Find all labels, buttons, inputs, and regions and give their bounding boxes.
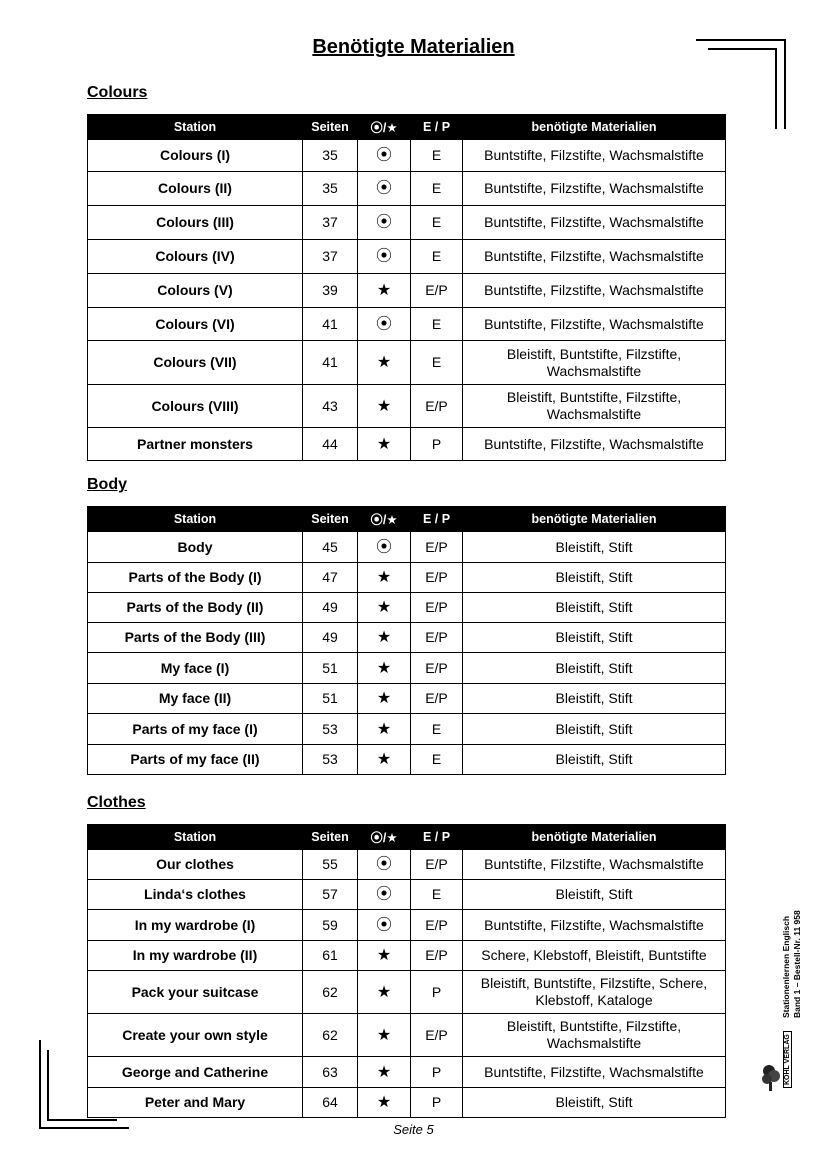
ep-cell: E/P: [411, 532, 463, 563]
table-row: [88, 593, 726, 623]
corner-decoration-top-right: [708, 48, 777, 50]
station-cell: Partner monsters: [88, 428, 303, 461]
table-row: [88, 850, 726, 880]
page-number: Seite 5: [393, 1122, 434, 1137]
seiten-cell: 49: [303, 623, 358, 653]
materials-cell: Buntstifte, Filzstifte, Wachsmalstifte: [463, 140, 726, 172]
symbol-cell: ★: [358, 971, 411, 1014]
symbol-cell: ★: [358, 593, 411, 623]
ep-cell: P: [411, 971, 463, 1014]
symbol-cell: ★: [358, 941, 411, 971]
table-row: [88, 714, 726, 745]
symbol-cell: ⦿: [358, 880, 411, 910]
symbol-cell: ★: [358, 653, 411, 684]
ep-cell: E/P: [411, 941, 463, 971]
seiten-cell: 62: [303, 971, 358, 1014]
station-cell: Body: [88, 532, 303, 563]
station-cell: Colours (VII): [88, 341, 303, 385]
station-cell: In my wardrobe (I): [88, 910, 303, 941]
table-row: [88, 274, 726, 308]
corner-decoration-top-right: [775, 48, 777, 129]
ep-cell: E: [411, 745, 463, 775]
corner-decoration-bottom-left: [47, 1119, 117, 1121]
seiten-cell: 37: [303, 240, 358, 274]
symbol-cell: ★: [358, 684, 411, 714]
seiten-cell: 59: [303, 910, 358, 941]
symbol-cell: ★: [358, 428, 411, 461]
seiten-cell: 55: [303, 850, 358, 880]
station-cell: Parts of my face (II): [88, 745, 303, 775]
symbol-cell: ⦿: [358, 850, 411, 880]
table-body: [87, 506, 726, 775]
seiten-cell: 45: [303, 532, 358, 563]
table-row: [88, 745, 726, 775]
header-symbol: ⦿/★: [358, 825, 411, 850]
station-cell: My face (I): [88, 653, 303, 684]
station-cell: Colours (VIII): [88, 385, 303, 428]
table-row: [88, 428, 726, 461]
header-materials: benötigte Materialien: [463, 825, 726, 850]
table-row: [88, 653, 726, 684]
station-cell: My face (II): [88, 684, 303, 714]
header-symbol: ⦿/★: [358, 115, 411, 140]
table-row: [88, 880, 726, 910]
table-row: [88, 910, 726, 941]
station-cell: Colours (VI): [88, 308, 303, 341]
station-cell: Colours (I): [88, 140, 303, 172]
seiten-cell: 44: [303, 428, 358, 461]
station-cell: Our clothes: [88, 850, 303, 880]
seiten-cell: 43: [303, 385, 358, 428]
table-row: [88, 385, 726, 428]
materials-cell: Buntstifte, Filzstifte, Wachsmalstifte: [463, 274, 726, 308]
seiten-cell: 53: [303, 714, 358, 745]
header-seiten: Seiten: [303, 115, 358, 140]
seiten-cell: 47: [303, 563, 358, 593]
ep-cell: E: [411, 714, 463, 745]
symbol-cell: ⦿: [358, 308, 411, 341]
publisher-logo-text: KOHL VERLAG: [783, 1031, 792, 1088]
station-cell: In my wardrobe (II): [88, 941, 303, 971]
materials-cell: Buntstifte, Filzstifte, Wachsmalstifte: [463, 240, 726, 274]
materials-cell: Schere, Klebstoff, Bleistift, Buntstifte: [463, 941, 726, 971]
materials-cell: Bleistift, Buntstifte, Filzstifte, Wachsmalstifte: [463, 341, 726, 385]
station-cell: Colours (IV): [88, 240, 303, 274]
ep-cell: E/P: [411, 684, 463, 714]
materials-cell: Bleistift, Stift: [463, 653, 726, 684]
header-ep: E / P: [411, 115, 463, 140]
seiten-cell: 51: [303, 653, 358, 684]
ep-cell: E/P: [411, 623, 463, 653]
station-cell: Pack your suitcase: [88, 971, 303, 1014]
materials-cell: Buntstifte, Filzstifte, Wachsmalstifte: [463, 1057, 726, 1088]
station-cell: Colours (II): [88, 172, 303, 206]
materials-cell: Buntstifte, Filzstifte, Wachsmalstifte: [463, 850, 726, 880]
publisher-side-text: [781, 910, 803, 1018]
symbol-cell: ★: [358, 623, 411, 653]
materials-cell: Buntstifte, Filzstifte, Wachsmalstifte: [463, 428, 726, 461]
table-row: [88, 941, 726, 971]
symbol-cell: ★: [358, 745, 411, 775]
header-station: Station: [88, 115, 303, 140]
table-row: [88, 623, 726, 653]
symbol-cell: ⦿: [358, 206, 411, 240]
seiten-cell: 63: [303, 1057, 358, 1088]
section-heading-colours: Colours: [87, 84, 148, 101]
header-materials: benötigte Materialien: [463, 115, 726, 140]
symbol-cell: ⦿: [358, 240, 411, 274]
seiten-cell: 61: [303, 941, 358, 971]
header-ep: E / P: [411, 825, 463, 850]
table-colours: [87, 114, 726, 461]
station-cell: Colours (III): [88, 206, 303, 240]
materials-cell: Bleistift, Stift: [463, 880, 726, 910]
corner-decoration-top-right: [696, 39, 785, 41]
table-row: [88, 1014, 726, 1057]
table-row: [88, 240, 726, 274]
symbol-cell: ⦿: [358, 532, 411, 563]
table-row: [88, 172, 726, 206]
header-seiten: Seiten: [303, 825, 358, 850]
table-row: [88, 140, 726, 172]
seiten-cell: 64: [303, 1088, 358, 1118]
ep-cell: P: [411, 1057, 463, 1088]
seiten-cell: 49: [303, 593, 358, 623]
materials-cell: Buntstifte, Filzstifte, Wachsmalstifte: [463, 308, 726, 341]
corner-decoration-bottom-left: [47, 1050, 49, 1121]
section-heading-clothes: Clothes: [87, 794, 146, 811]
ep-cell: E/P: [411, 593, 463, 623]
corner-decoration-bottom-left: [39, 1040, 41, 1129]
symbol-cell: ⦿: [358, 172, 411, 206]
materials-cell: Bleistift, Stift: [463, 1088, 726, 1118]
seiten-cell: 39: [303, 274, 358, 308]
symbol-cell: ★: [358, 274, 411, 308]
seiten-cell: 35: [303, 140, 358, 172]
ep-cell: E/P: [411, 563, 463, 593]
seiten-cell: 62: [303, 1014, 358, 1057]
station-cell: Parts of the Body (III): [88, 623, 303, 653]
station-cell: Linda‘s clothes: [88, 880, 303, 910]
symbol-cell: ★: [358, 714, 411, 745]
header-station: Station: [88, 825, 303, 850]
table-row: [88, 206, 726, 240]
ep-cell: E: [411, 172, 463, 206]
seiten-cell: 57: [303, 880, 358, 910]
symbol-cell: ★: [358, 385, 411, 428]
ep-cell: E: [411, 206, 463, 240]
ep-cell: E/P: [411, 1014, 463, 1057]
seiten-cell: 51: [303, 684, 358, 714]
order-number: Band 1 – Bestell-Nr. 11 958: [792, 910, 802, 1018]
symbol-cell: ★: [358, 1088, 411, 1118]
table-row: [88, 341, 726, 385]
ep-cell: E: [411, 308, 463, 341]
page-title: Benötigte Materialien: [312, 36, 515, 58]
seiten-cell: 41: [303, 308, 358, 341]
series-title: Stationenlernen Englisch: [781, 915, 791, 1018]
ep-cell: E/P: [411, 910, 463, 941]
ep-cell: E/P: [411, 850, 463, 880]
ep-cell: E/P: [411, 385, 463, 428]
table-row: [88, 1057, 726, 1088]
materials-cell: Buntstifte, Filzstifte, Wachsmalstifte: [463, 206, 726, 240]
publisher-logo-icon: [760, 1062, 782, 1092]
station-cell: Parts of my face (I): [88, 714, 303, 745]
ep-cell: P: [411, 1088, 463, 1118]
ep-cell: E/P: [411, 274, 463, 308]
table-row: [88, 684, 726, 714]
ep-cell: P: [411, 428, 463, 461]
section-heading-body: Body: [87, 476, 127, 493]
station-cell: Colours (V): [88, 274, 303, 308]
header-seiten: Seiten: [303, 507, 358, 532]
seiten-cell: 37: [303, 206, 358, 240]
station-cell: George and Catherine: [88, 1057, 303, 1088]
header-symbol: ⦿/★: [358, 507, 411, 532]
seiten-cell: 41: [303, 341, 358, 385]
materials-cell: Buntstifte, Filzstifte, Wachsmalstifte: [463, 910, 726, 941]
materials-cell: Bleistift, Stift: [463, 532, 726, 563]
station-cell: Create your own style: [88, 1014, 303, 1057]
seiten-cell: 53: [303, 745, 358, 775]
materials-cell: Bleistift, Buntstifte, Filzstifte, Wachsmalstifte: [463, 385, 726, 428]
materials-cell: Bleistift, Stift: [463, 745, 726, 775]
symbol-cell: ⦿: [358, 140, 411, 172]
header-ep: E / P: [411, 507, 463, 532]
materials-cell: Bleistift, Stift: [463, 563, 726, 593]
table-row: [88, 308, 726, 341]
materials-cell: Bleistift, Buntstifte, Filzstifte, Wachsmalstifte: [463, 1014, 726, 1057]
corner-decoration-top-right: [784, 39, 786, 129]
materials-cell: Bleistift, Stift: [463, 714, 726, 745]
table-row: [88, 1088, 726, 1118]
symbol-cell: ⦿: [358, 910, 411, 941]
materials-cell: Buntstifte, Filzstifte, Wachsmalstifte: [463, 172, 726, 206]
symbol-cell: ★: [358, 563, 411, 593]
table-row: [88, 563, 726, 593]
table-row: [88, 971, 726, 1014]
header-materials: benötigte Materialien: [463, 507, 726, 532]
table-clothes: [87, 824, 726, 1118]
materials-cell: Bleistift, Stift: [463, 623, 726, 653]
station-cell: Parts of the Body (II): [88, 593, 303, 623]
ep-cell: E/P: [411, 653, 463, 684]
ep-cell: E: [411, 880, 463, 910]
symbol-cell: ★: [358, 1057, 411, 1088]
ep-cell: E: [411, 341, 463, 385]
materials-cell: Bleistift, Buntstifte, Filzstifte, Schere, Klebstoff, Kataloge: [463, 971, 726, 1014]
seiten-cell: 35: [303, 172, 358, 206]
station-cell: Peter and Mary: [88, 1088, 303, 1118]
materials-cell: Bleistift, Stift: [463, 684, 726, 714]
ep-cell: E: [411, 140, 463, 172]
symbol-cell: ★: [358, 341, 411, 385]
header-station: Station: [88, 507, 303, 532]
ep-cell: E: [411, 240, 463, 274]
table-row: [88, 532, 726, 563]
symbol-cell: ★: [358, 1014, 411, 1057]
materials-cell: Bleistift, Stift: [463, 593, 726, 623]
station-cell: Parts of the Body (I): [88, 563, 303, 593]
